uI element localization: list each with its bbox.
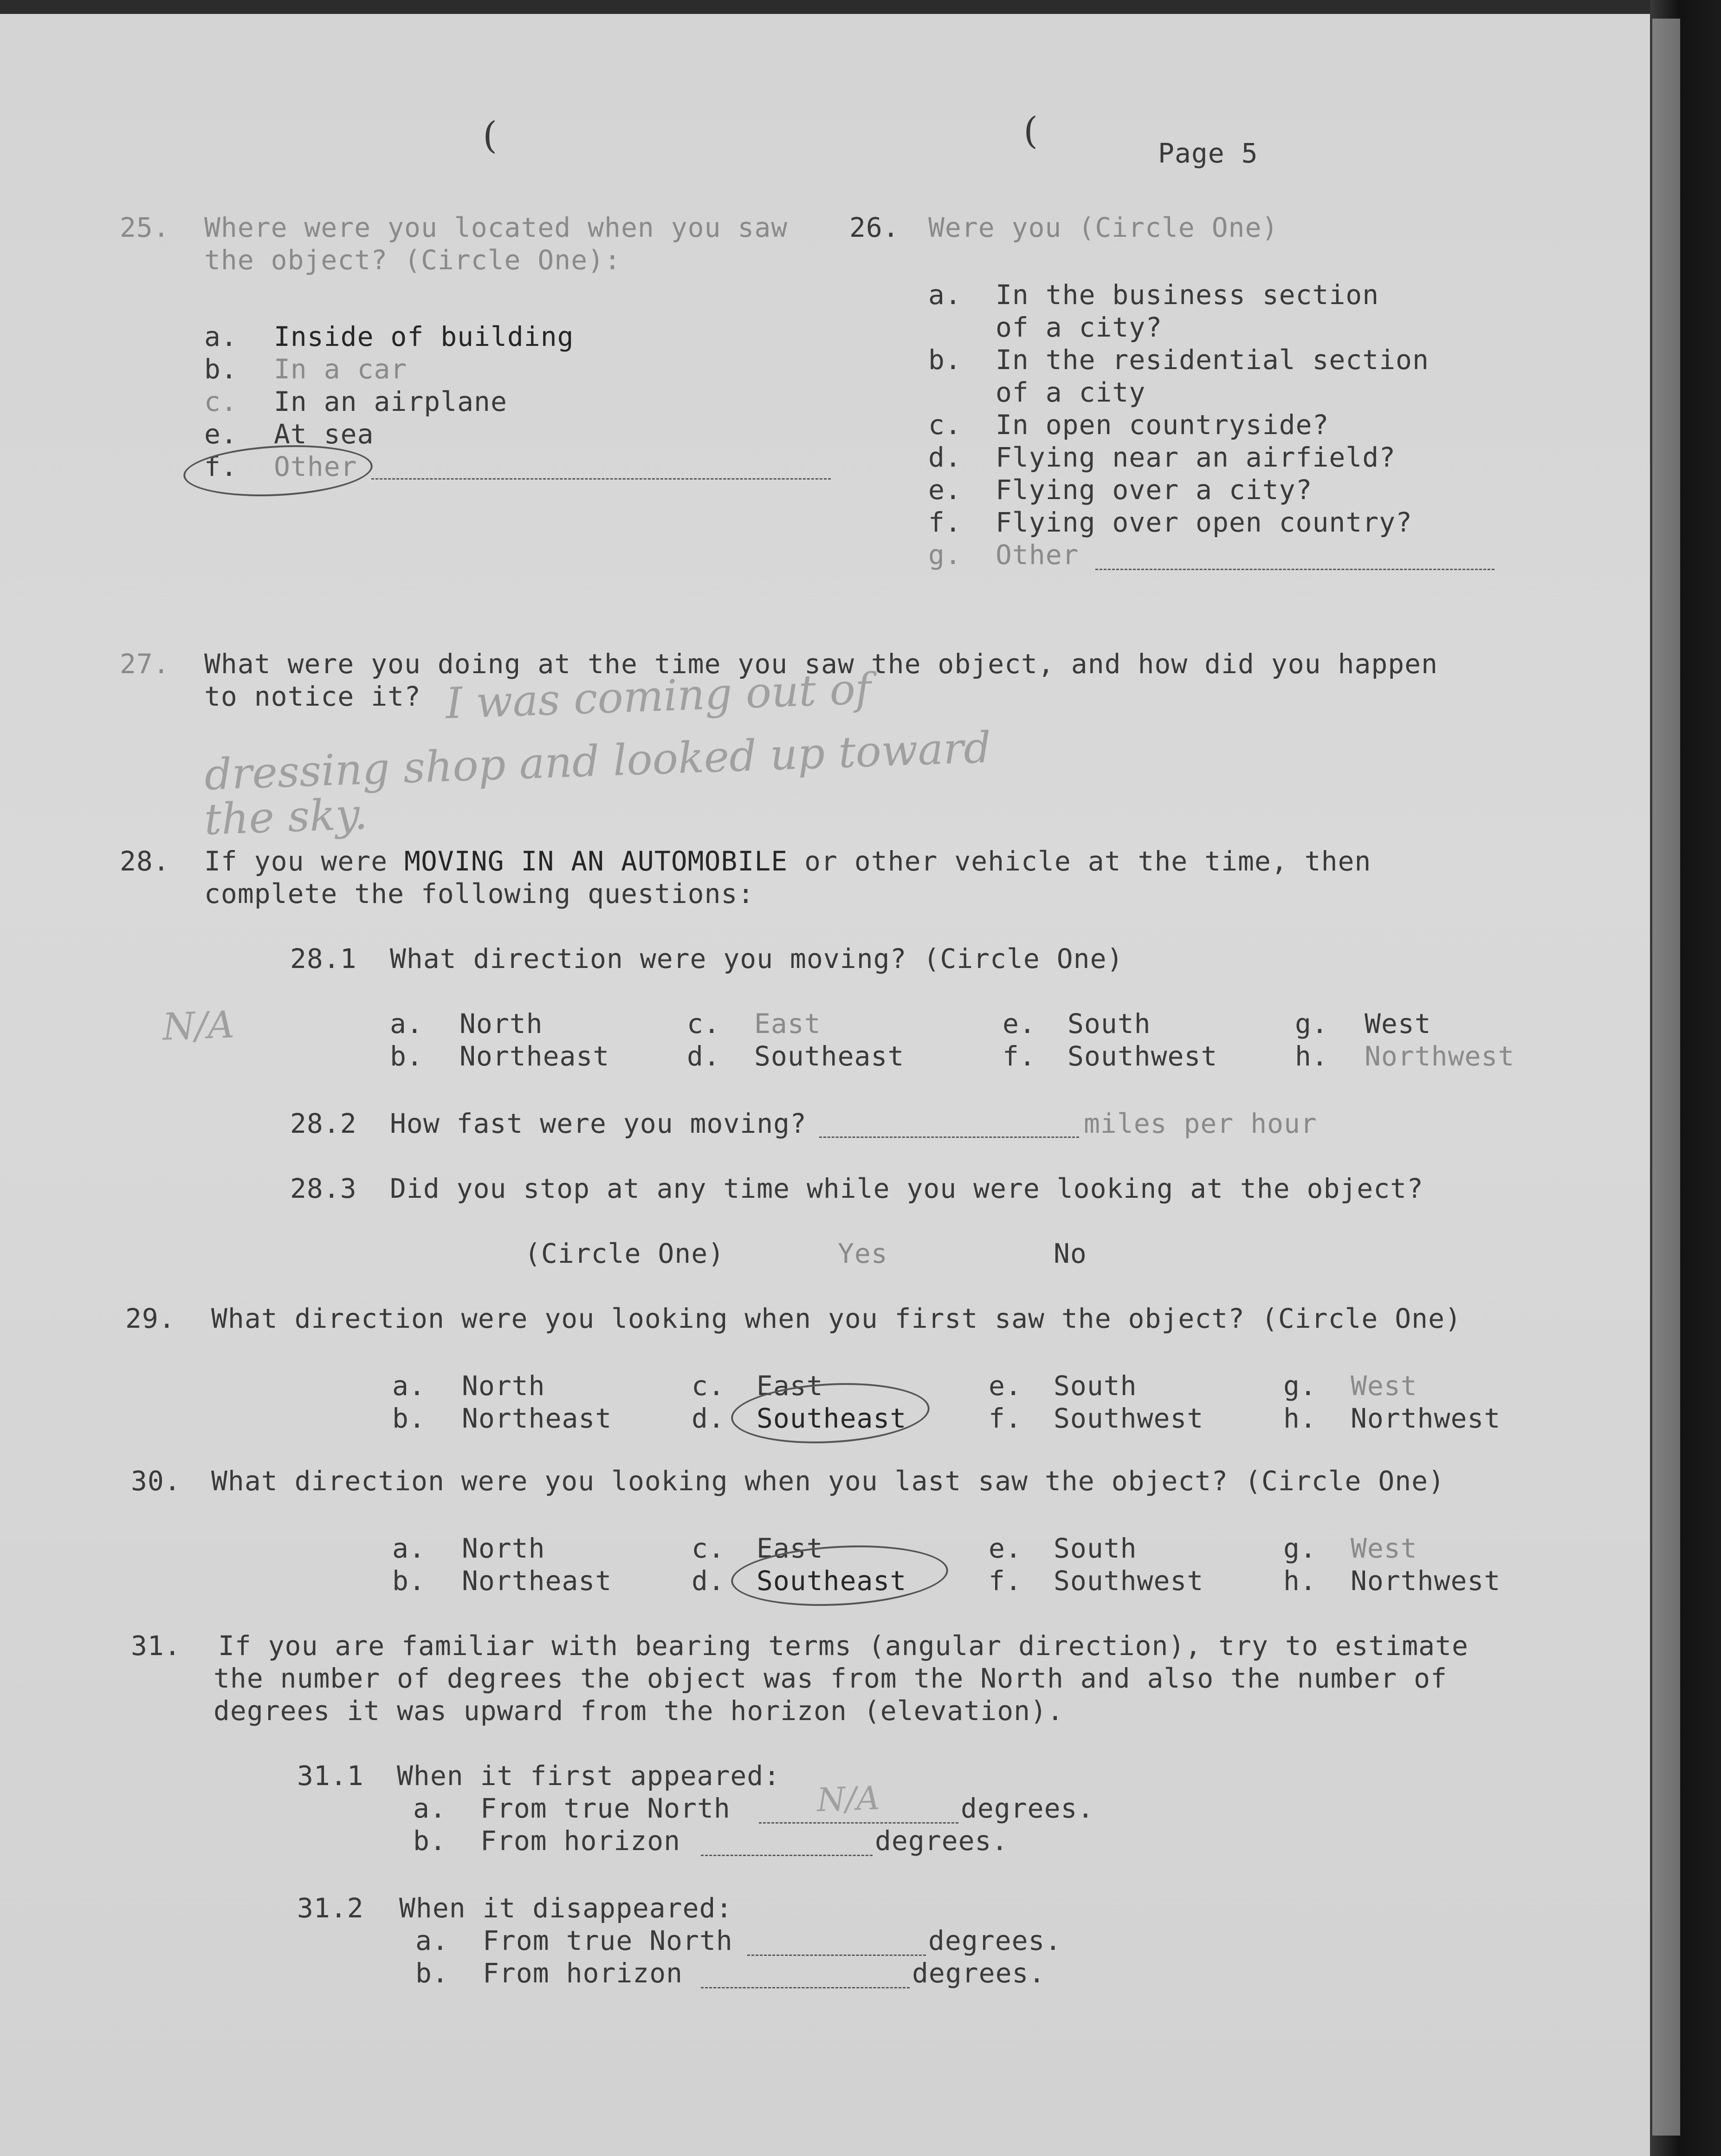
q25-question-line1: Where were you located when you saw [204, 212, 788, 243]
q31-1-b-letter: b. [413, 1825, 446, 1857]
q28-2-question: How fast were you moving? [390, 1108, 807, 1139]
direction-text: Southeast [757, 1403, 907, 1434]
q29-question: What direction were you looking when you first saw the object? (Circle One) [211, 1303, 1462, 1334]
q25-option-letter: c. [204, 386, 238, 417]
direction-text: Southwest [1054, 1565, 1204, 1597]
q27-number: 27. [120, 648, 170, 680]
q27-question-line2: to notice it? [204, 681, 421, 712]
q27-handwritten-line1: I was coming out of [445, 664, 872, 728]
direction-letter: b. [390, 1040, 423, 1072]
direction-letter: c. [687, 1008, 720, 1039]
q31-2-a-suffix: degrees. [928, 1925, 1062, 1956]
direction-letter: f. [1003, 1040, 1036, 1072]
q31-1-a-line [759, 1822, 958, 1824]
q31-question-line3: degrees it was upward from the horizon (elevation). [214, 1695, 1064, 1727]
q28-question-pre: If you were [204, 845, 405, 877]
stray-mark-left: ( [483, 114, 498, 157]
direction-letter: a. [392, 1370, 426, 1402]
q26-question: Were you (Circle One) [928, 212, 1279, 243]
direction-letter: h. [1283, 1565, 1317, 1597]
page-label: Page 5 [1158, 137, 1258, 169]
direction-text: Southeast [757, 1565, 907, 1597]
q31-1-a-suffix: degrees. [961, 1792, 1094, 1824]
q31-1-label: When it first appeared: [397, 1760, 781, 1792]
q28-3-circle-one: (Circle One) [524, 1238, 725, 1269]
direction-letter: d. [692, 1403, 725, 1434]
direction-letter: e. [989, 1370, 1022, 1402]
direction-text: West [1365, 1008, 1431, 1039]
direction-letter: a. [390, 1008, 423, 1039]
direction-text: Northwest [1351, 1403, 1501, 1434]
q31-1-a-value: N/A [816, 1779, 880, 1819]
direction-text: North [462, 1370, 545, 1402]
q26-option-text: Flying over open country? [996, 507, 1412, 538]
q28-question-post: or other vehicle at the time, then [788, 845, 1372, 877]
direction-letter: e. [989, 1533, 1022, 1564]
q31-2-number: 31.2 [297, 1892, 364, 1924]
direction-letter: a. [392, 1533, 426, 1564]
q27-handwritten-line2: dressing shop and looked up toward [203, 722, 992, 800]
q28-margin-note: N/A [162, 1003, 235, 1049]
direction-text: South [1068, 1008, 1151, 1039]
q26-option-text: In open countryside? [996, 409, 1329, 441]
direction-letter: g. [1283, 1533, 1317, 1564]
q29-number: 29. [125, 1303, 175, 1334]
q31-2-label: When it disappeared: [399, 1892, 733, 1924]
direction-text: East [757, 1533, 823, 1564]
direction-text: South [1054, 1533, 1137, 1564]
direction-letter: d. [687, 1040, 720, 1072]
q25-option-letter: a. [204, 321, 238, 352]
q25-other-line [371, 478, 831, 480]
q26-option-text: of a city [996, 377, 1146, 408]
q26-option-text: of a city? [996, 312, 1163, 343]
q25-question-line2: the object? (Circle One): [204, 244, 621, 276]
direction-text: North [459, 1008, 543, 1039]
q25-option-letter: b. [204, 353, 238, 385]
q31-2-a-text: From true North [483, 1925, 733, 1956]
direction-letter: f. [989, 1403, 1022, 1434]
q30-number: 30. [131, 1465, 181, 1497]
q28-3-no: No [1054, 1238, 1087, 1269]
q28-question-line1 [204, 845, 1371, 877]
q28-3-yes: Yes [838, 1238, 888, 1269]
q28-1-number: 28.1 [290, 943, 357, 974]
direction-letter: b. [392, 1403, 426, 1434]
q28-1-question: What direction were you moving? (Circle One) [390, 943, 1124, 974]
q31-2-b-line [701, 1987, 910, 1988]
q26-option-letter: g. [928, 539, 962, 571]
q31-question-line1: If you are familiar with bearing terms (angular direction), try to estimate [218, 1630, 1469, 1662]
direction-letter: c. [692, 1370, 725, 1402]
q26-option-letter: e. [928, 474, 962, 506]
q26-option-text: In the residential section [996, 344, 1429, 376]
direction-text: Southeast [754, 1040, 905, 1072]
q26-option-letter: c. [928, 409, 962, 441]
direction-letter: d. [692, 1565, 725, 1597]
q31-2-b-suffix: degrees. [912, 1957, 1046, 1989]
q31-1-number: 31.1 [297, 1760, 364, 1792]
q31-2-b-letter: b. [415, 1957, 449, 1989]
q25-option-text: Other [274, 451, 357, 482]
q31-1-a-text: From true North [480, 1792, 731, 1824]
direction-text: East [754, 1008, 821, 1039]
q26-option-text: Flying over a city? [996, 474, 1313, 506]
q26-option-letter: b. [928, 344, 962, 376]
direction-letter: f. [989, 1565, 1022, 1597]
q28-question-line2: complete the following questions: [204, 878, 755, 909]
direction-text: Northeast [459, 1040, 610, 1072]
direction-text: Southwest [1068, 1040, 1218, 1072]
direction-letter: h. [1295, 1040, 1328, 1072]
direction-letter: b. [392, 1565, 426, 1597]
q26-option-letter: f. [928, 507, 962, 538]
q26-option-text: In the business section [996, 279, 1379, 311]
q25-option-text: Inside of building [274, 321, 574, 352]
direction-text: Northeast [462, 1403, 612, 1434]
direction-letter: c. [692, 1533, 725, 1564]
q25-number: 25. [120, 212, 170, 243]
scan-edge-strip [1652, 19, 1680, 2136]
q30-question: What direction were you looking when you last saw the object? (Circle One) [211, 1465, 1445, 1497]
q27-question-line1: What were you doing at the time you saw the object, and how did you happen [204, 648, 1438, 680]
direction-letter: e. [1003, 1008, 1036, 1039]
form-page [0, 14, 1689, 2156]
q31-number: 31. [131, 1630, 181, 1662]
q26-number: 26. [849, 212, 899, 243]
q28-2-number: 28.2 [290, 1108, 357, 1139]
q31-2-a-line [747, 1955, 926, 1956]
direction-text: West [1351, 1370, 1417, 1402]
q26-option-text: Flying near an airfield? [996, 442, 1396, 473]
direction-text: Northeast [462, 1565, 612, 1597]
q31-question-line2: the number of degrees the object was from the North and also the number of [214, 1662, 1448, 1694]
q25-option-text: In a car [274, 353, 408, 385]
q28-question-caps: MOVING IN AN AUTOMOBILE [404, 845, 788, 877]
q28-2-speed-line [819, 1136, 1079, 1138]
direction-text: West [1351, 1533, 1417, 1564]
q28-2-suffix: miles per hour [1084, 1108, 1317, 1139]
direction-text: North [462, 1533, 545, 1564]
direction-text: South [1054, 1370, 1137, 1402]
q31-2-a-letter: a. [415, 1925, 449, 1956]
q26-option-letter: d. [928, 442, 962, 473]
q26-option-letter: a. [928, 279, 962, 311]
direction-text: East [757, 1370, 823, 1402]
direction-text: Southwest [1054, 1403, 1204, 1434]
q28-3-number: 28.3 [290, 1173, 357, 1204]
q28-number: 28. [120, 845, 170, 877]
q31-1-a-letter: a. [413, 1792, 446, 1824]
q25-option-text: In an airplane [274, 386, 507, 417]
direction-text: Northwest [1365, 1040, 1515, 1072]
q26-other-line [1095, 569, 1495, 570]
q31-1-b-line [701, 1855, 873, 1856]
direction-letter: g. [1283, 1370, 1317, 1402]
q26-option-text: Other [996, 539, 1079, 571]
stray-mark-right: ( [1023, 109, 1038, 152]
q25-option-text: At sea [274, 418, 374, 450]
q31-1-b-suffix: degrees. [875, 1825, 1009, 1857]
q25-option-letter: f. [204, 451, 238, 482]
direction-text: Northwest [1351, 1565, 1501, 1597]
q27-handwritten-line3: the sky. [203, 789, 369, 845]
direction-letter: h. [1283, 1403, 1317, 1434]
q31-2-b-text: From horizon [483, 1957, 683, 1989]
q31-1-b-text: From horizon [480, 1825, 681, 1857]
direction-letter: g. [1295, 1008, 1328, 1039]
q25-option-letter: e. [204, 418, 238, 450]
q28-3-question: Did you stop at any time while you were looking at the object? [390, 1173, 1423, 1204]
